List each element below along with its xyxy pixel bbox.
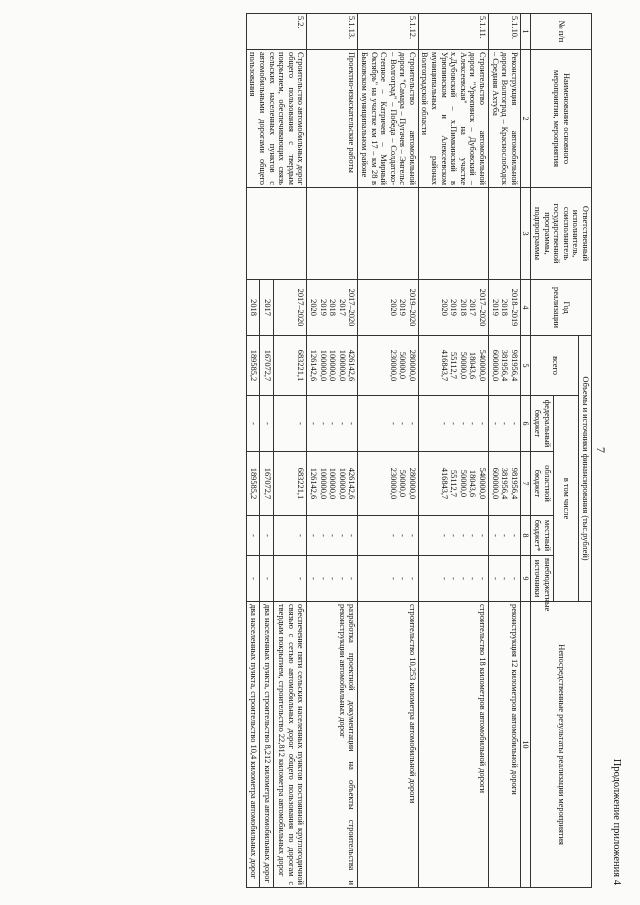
- header-local: местный бюджет*: [531, 516, 553, 556]
- column-number: 4: [520, 280, 531, 336]
- row-extrabudget: - - -: [358, 556, 419, 602]
- continuation-note: Продолжение приложения 4: [611, 758, 622, 885]
- column-number: 10: [520, 602, 531, 888]
- table-row: [273, 14, 307, 888]
- row-regional: 189585,2: [246, 452, 259, 516]
- column-number: 3: [520, 188, 531, 280]
- row-result: два населенных пункта, строительство 8,212 километра автомобильных дорог: [260, 602, 273, 888]
- column-number: 9: [520, 556, 531, 602]
- row-federal: - - - - -: [418, 396, 488, 452]
- row-name: Проектно-изыскательские работы: [307, 50, 358, 188]
- column-number: 7: [520, 452, 531, 516]
- header-including: в том числе: [553, 396, 579, 602]
- row-regional: 540000,0 18043,6 50000,0 55112,7 416843,7: [418, 452, 488, 516]
- row-result: строительство 10,253 километра автомобильной дороги: [358, 602, 419, 888]
- header-results: Непосредственные результаты реализации мероприятия: [531, 602, 592, 888]
- header-year: Год реализации: [531, 280, 592, 336]
- row-id: 5.2.: [246, 14, 307, 50]
- row-result: два населенных пункта, строительство 10,4 километра автомобильных дорог: [246, 602, 259, 888]
- column-number: 1: [520, 14, 531, 50]
- header-extrabudget: внебюджетные источники: [531, 556, 553, 602]
- row-regional: 280000,0 50000,0 230000,0: [358, 452, 419, 516]
- row-executor: [246, 188, 307, 280]
- row-name: Строительство автомобильных дорог общего пользования с твердым покрытием, обеспечивающих связь сельских населенных пунктов с автомобильными дорогами общего пользования: [246, 50, 307, 188]
- row-id: 5.1.11.: [418, 14, 488, 50]
- rotated-sheet: [34, 5, 624, 895]
- row-regional: 426142,6 100000,0 100000,0 100000,0 126142,6: [307, 452, 358, 516]
- row-local: -: [260, 516, 273, 556]
- row-federal: -: [246, 396, 259, 452]
- row-total: 683221,1: [273, 336, 307, 396]
- row-federal: - - -: [358, 396, 419, 452]
- row-local: - - -: [358, 516, 419, 556]
- row-federal: - - -: [489, 396, 521, 452]
- row-years: 2018: [246, 280, 259, 336]
- header-funding: Объемы и источники финансирования (тыс.рублей): [579, 336, 592, 602]
- row-federal: - - - - -: [307, 396, 358, 452]
- row-total: 540000,0 18043,6 50000,0 55112,7 416843,7: [418, 336, 488, 396]
- row-years: 2017–2020 2017 2018 2019 2020: [307, 280, 358, 336]
- row-total: 189585,2: [246, 336, 259, 396]
- row-total: 426142,6 100000,0 100000,0 100000,0 126142,6: [307, 336, 358, 396]
- row-local: -: [246, 516, 259, 556]
- row-name: Строительство автомобильной дороги "Самара – Пугачев – Энгельс – Волгоград" – Победа – Солдатско-Степное – Катричев – Мирный Октябрь" на участке км 17 – км 28 в Быковском муниципальном районе: [358, 50, 419, 188]
- row-total: 280000,0 50000,0 230000,0: [358, 336, 419, 396]
- row-regional: 683221,1: [273, 452, 307, 516]
- row-local: - - - - -: [418, 516, 488, 556]
- column-number: 5: [520, 336, 531, 396]
- row-extrabudget: -: [260, 556, 273, 602]
- row-years: 2017: [260, 280, 273, 336]
- header-federal: федеральный бюджет: [531, 396, 553, 452]
- column-number: 6: [520, 396, 531, 452]
- row-extrabudget: -: [273, 556, 307, 602]
- page-number: 7: [594, 447, 608, 453]
- row-federal: -: [273, 396, 307, 452]
- row-years: 2017–2020: [273, 280, 307, 336]
- table-row: [358, 14, 419, 888]
- column-number: 2: [520, 50, 531, 188]
- row-extrabudget: - - - - -: [307, 556, 358, 602]
- row-extrabudget: - - -: [489, 556, 521, 602]
- funding-table: [246, 13, 592, 888]
- row-executor: [307, 188, 358, 280]
- row-federal: -: [260, 396, 273, 452]
- row-executor: [358, 188, 419, 280]
- row-id: 5.1.12.: [358, 14, 419, 50]
- row-result: обеспечение пяти сельских населенных пунктов постоянной круглогодичной связью с сетью автомобильных дорог общего пользования по дорогам с твердым покрытием, строительство 22,812 километра автомобильных дорог: [273, 602, 307, 888]
- row-years: 2017–2020 2017 2018 2019 2020: [418, 280, 488, 336]
- row-executor: [489, 188, 521, 280]
- column-number: 8: [520, 516, 531, 556]
- header-number: № п/п: [531, 14, 592, 50]
- row-name: Строительство автомобильной дороги "Урюпинск – Дубовский – Алексеевская" на участке х.Дубовский – х.Пимкинский в Урюпинском и Алексеевском муниципальных районах Волгоградской области: [418, 50, 488, 188]
- header-name: Наименование основного мероприятия, мероприятия: [531, 50, 592, 188]
- row-years: 2018–2019 2018 2019: [489, 280, 521, 336]
- row-regional: 167072,7: [260, 452, 273, 516]
- header-total: всего: [531, 336, 579, 396]
- row-extrabudget: -: [246, 556, 259, 602]
- row-executor: [418, 188, 488, 280]
- row-total: 167072,7: [260, 336, 273, 396]
- table-row: [418, 14, 488, 888]
- table-row: [307, 14, 358, 888]
- row-extrabudget: - - - - -: [418, 556, 488, 602]
- row-id: 5.1.13.: [307, 14, 358, 50]
- row-result: строительство 18 километров автомобильной дороги: [418, 602, 488, 888]
- header-executor: Ответственный исполнитель, соисполнитель государственной программы, подпрограммы: [531, 188, 592, 280]
- table-row: [489, 14, 521, 888]
- row-result: разработка проектной документации на объекты строительства и реконструкции автомобильных дорог: [307, 602, 358, 888]
- row-years: 2019–2020 2019 2020: [358, 280, 419, 336]
- row-local: - - - - -: [307, 516, 358, 556]
- row-regional: 981956,4 381956,4 600000,0: [489, 452, 521, 516]
- row-local: -: [273, 516, 307, 556]
- row-name: Реконструкция автомобильной дороги Волгоград – Краснослободск – Средняя Ахтуба: [489, 50, 521, 188]
- row-id: 5.1.10.: [489, 14, 521, 50]
- row-local: - - -: [489, 516, 521, 556]
- column-numbers-row: [520, 14, 531, 888]
- header-regional: областной бюджет: [531, 452, 553, 516]
- row-result: реконструкция 12 километров автомобильной дороги: [489, 602, 521, 888]
- row-total: 981956,4 381956,4 600000,0: [489, 336, 521, 396]
